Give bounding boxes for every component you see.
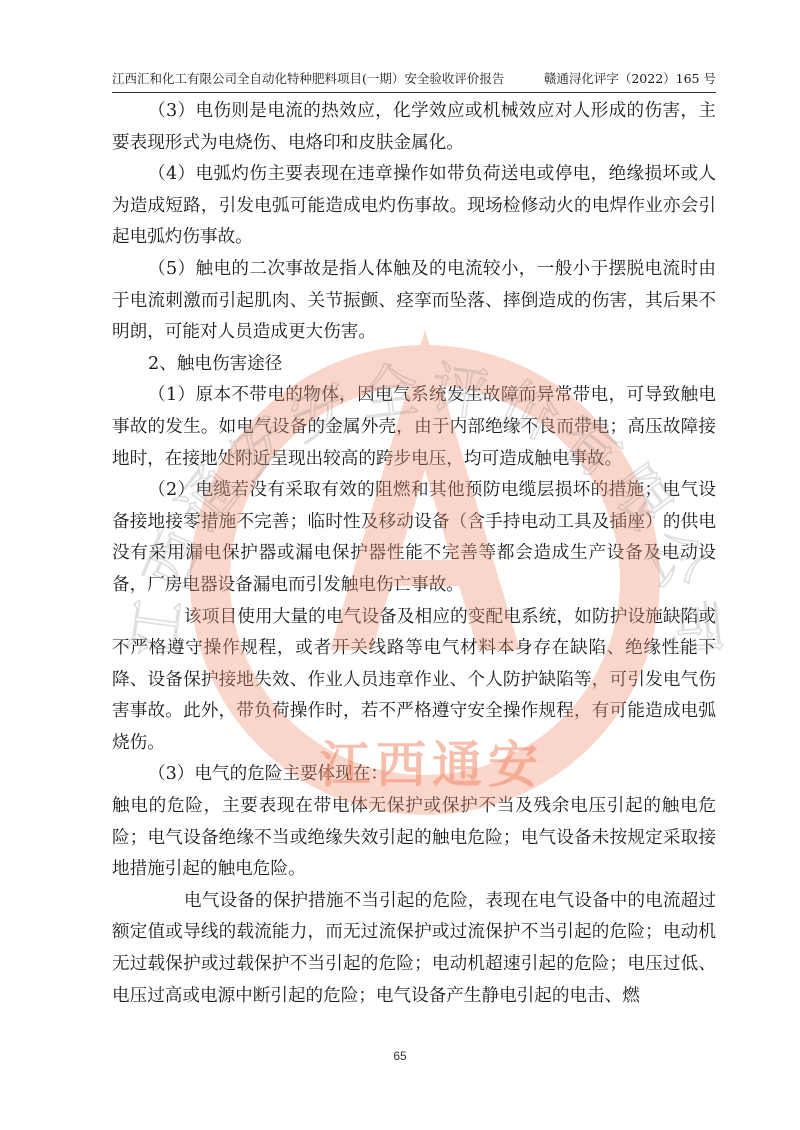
page-header <box>112 70 716 93</box>
paragraph: （4）电弧灼伤主要表现在违章操作如带负荷送电或停电，绝缘损坏或人为造成短路，引发电弧可能造成电灼伤事故。现场检修动火的电焊作业亦会引起电弧灼伤事故。 <box>112 164 716 248</box>
paragraph: （2）电缆若没有采取有效的阻燃和其他预防电缆层损坏的措施；电气设备接地接零措施不完善；临时性及移动设备（含手持电动工具及插座）的供电没有采用漏电保护器或漏电保护器性能不完善等都会造成生产设备及电动设备，厂房电器设备漏电而引发触电伤亡事故。 <box>112 480 716 595</box>
watermark-arc-text: 江西通安安全评价有限公司 <box>119 354 731 669</box>
section-heading: 2、触电伤害途径 <box>148 353 283 374</box>
body-text <box>112 96 716 1012</box>
page-number: 65 <box>393 1049 407 1063</box>
watermark-text: 江西通安 <box>320 736 544 794</box>
paragraph: 该项目使用大量的电气设备及相应的变配电系统，如防护设施缺陷或不严格遵守操作规程，或者开关线路等电气材料本身存在缺陷、绝缘性能下降、设备保护接地失效、作业人员违章作业、个人防护缺陷等，可引发电气伤害事故。此外，带负荷操作时，若不严格遵守安全操作规程，有可能造成电弧烧伤。 <box>112 606 716 753</box>
header-report-number: 赣通浔化评字（2022）165 号 <box>543 71 716 86</box>
paragraph: （5）触电的二次事故是指人体触及的电流较小，一般小于摆脱电流时由于电流刺激而引起肌肉、关节振颤、痉挛而坠落、摔倒造成的伤害，其后果不明朗，可能对人员造成更大伤害。 <box>112 258 716 343</box>
paragraph: 电气设备的保护措施不当引起的危险，表现在电气设备中的电流超过额定值或导线的载流能力，而无过流保护或过流保护不当引起的危险；电动机无过载保护或过载保护不当引起的危险；电动机超速引起的危险；电压过低、电压过高或电源中断引起的危险；电气设备产生静电引起的电击、燃 <box>112 890 716 1006</box>
paragraph: （3）电气的危险主要体现在： <box>148 764 388 785</box>
paragraph: （1）原本不带电的物体，因电气系统发生故障而异常带电，可导致触电事故的发生。如电气设备的金属外壳，由于内部绝缘不良而带电；高压故障接地时，在接地处附近呈现出较高的跨步电压，均可造成触电事故。 <box>112 385 716 469</box>
paragraph: （3）电伤则是电流的热效应，化学效应或机械效应对人形成的伤害，主要表现形式为电烧伤、电烙印和皮肤金属化。 <box>112 101 716 153</box>
header-title: 江西汇和化工有限公司全自动化特种肥料项目(一期）安全验收评价报告 <box>112 71 505 86</box>
paragraph: 触电的危险，主要表现在带电体无保护或保护不当及残余电压引起的触电危险；电气设备绝缘不当或绝缘失效引起的触电危险；电气设备未按规定采取接地措施引起的触电危险。 <box>112 796 716 880</box>
